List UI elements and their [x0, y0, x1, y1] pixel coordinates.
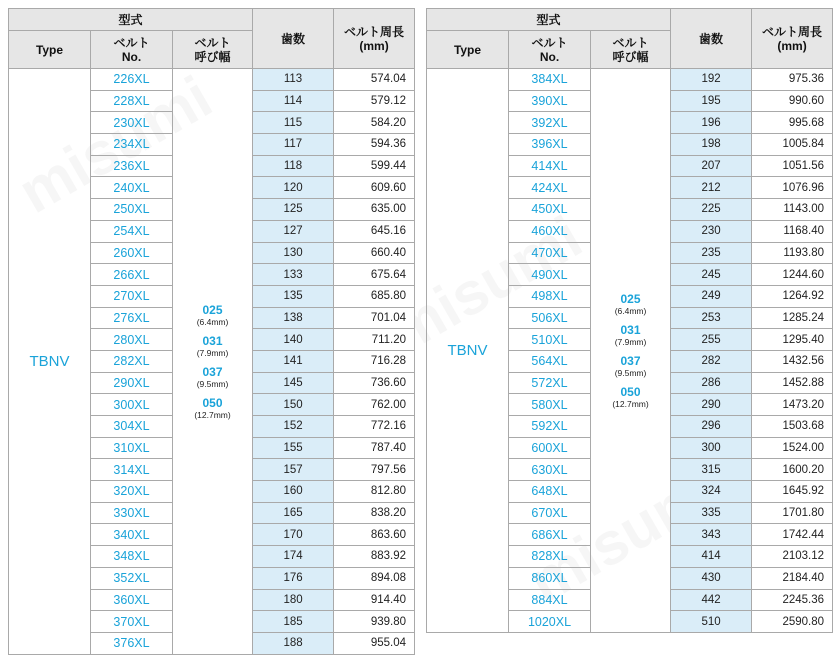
belt-no-cell: 390XL: [509, 90, 591, 112]
length-cell: 1244.60: [752, 264, 833, 286]
teeth-cell: 249: [671, 285, 752, 307]
header-row-top: [9, 9, 415, 31]
belt-no-cell: 348XL: [91, 546, 173, 568]
width-code: 031: [202, 333, 223, 348]
length-cell: 2103.12: [752, 546, 833, 568]
teeth-cell: 114: [253, 90, 334, 112]
belt-no-cell: 860XL: [509, 567, 591, 589]
length-cell: 584.20: [334, 112, 415, 134]
header-belt-no-line1: ベルト: [531, 35, 568, 50]
spec-table-right: [426, 8, 833, 633]
belt-no-cell: 510XL: [509, 329, 591, 351]
width-mm: (12.7mm): [612, 398, 649, 409]
header-belt-width-line2: 呼び幅: [194, 49, 231, 64]
length-cell: 594.36: [334, 134, 415, 156]
teeth-cell: 135: [253, 285, 334, 307]
belt-no-cell: 250XL: [91, 199, 173, 221]
belt-no-cell: 236XL: [91, 155, 173, 177]
teeth-cell: 138: [253, 307, 334, 329]
header-length-line2: (mm): [777, 38, 807, 53]
length-cell: 838.20: [334, 502, 415, 524]
teeth-cell: 230: [671, 220, 752, 242]
teeth-cell: 300: [671, 437, 752, 459]
type-cell: TBNV: [427, 69, 509, 633]
length-cell: 1452.88: [752, 372, 833, 394]
belt-no-cell: 376XL: [91, 632, 173, 654]
belt-no-cell: 314XL: [91, 459, 173, 481]
belt-no-cell: 572XL: [509, 372, 591, 394]
length-cell: 2184.40: [752, 567, 833, 589]
length-cell: 1143.00: [752, 199, 833, 221]
width-option: [173, 303, 252, 327]
teeth-cell: 118: [253, 155, 334, 177]
length-cell: 736.60: [334, 372, 415, 394]
length-cell: 645.16: [334, 220, 415, 242]
belt-no-cell: 424XL: [509, 177, 591, 199]
header-belt-no-line1: ベルト: [113, 35, 150, 50]
teeth-cell: 212: [671, 177, 752, 199]
length-cell: 955.04: [334, 632, 415, 654]
width-option: [591, 323, 670, 347]
table-row: [427, 69, 833, 91]
teeth-cell: 133: [253, 264, 334, 286]
belt-no-cell: 260XL: [91, 242, 173, 264]
teeth-cell: 282: [671, 350, 752, 372]
belt-width-cell: [173, 69, 253, 655]
width-option: [591, 385, 670, 409]
header-length: [334, 9, 415, 69]
belt-no-cell: 600XL: [509, 437, 591, 459]
length-cell: 939.80: [334, 611, 415, 633]
width-mm: (6.4mm): [196, 316, 229, 327]
teeth-cell: 113: [253, 69, 334, 91]
header-type: Type: [9, 31, 91, 69]
teeth-cell: 165: [253, 502, 334, 524]
width-code: 050: [202, 395, 223, 410]
header-group: 型式: [9, 9, 253, 31]
teeth-cell: 225: [671, 199, 752, 221]
header-length: [752, 9, 833, 69]
teeth-cell: 414: [671, 546, 752, 568]
teeth-cell: 120: [253, 177, 334, 199]
teeth-cell: 125: [253, 199, 334, 221]
width-option: [173, 396, 252, 420]
header-length-line1: ベルト周長: [344, 24, 405, 39]
length-cell: 1051.56: [752, 155, 833, 177]
belt-no-cell: 282XL: [91, 350, 173, 372]
width-code: 050: [620, 384, 641, 399]
teeth-cell: 141: [253, 350, 334, 372]
header-belt-width-line2: 呼び幅: [612, 49, 649, 64]
belt-no-cell: 360XL: [91, 589, 173, 611]
belt-no-cell: 280XL: [91, 329, 173, 351]
teeth-cell: 253: [671, 307, 752, 329]
length-cell: 1295.40: [752, 329, 833, 351]
belt-no-cell: 396XL: [509, 134, 591, 156]
header-row-top: [427, 9, 833, 31]
teeth-cell: 130: [253, 242, 334, 264]
belt-no-cell: 320XL: [91, 481, 173, 503]
belt-no-cell: 234XL: [91, 134, 173, 156]
header-belt-width: [591, 31, 671, 69]
length-cell: 574.04: [334, 69, 415, 91]
width-code: 037: [620, 353, 641, 368]
belt-no-cell: 370XL: [91, 611, 173, 633]
width-option: [173, 365, 252, 389]
width-code: 037: [202, 364, 223, 379]
teeth-cell: 296: [671, 416, 752, 438]
teeth-cell: 160: [253, 481, 334, 503]
belt-no-cell: 340XL: [91, 524, 173, 546]
belt-no-cell: 828XL: [509, 546, 591, 568]
belt-no-cell: 506XL: [509, 307, 591, 329]
belt-no-cell: 240XL: [91, 177, 173, 199]
belt-no-cell: 1020XL: [509, 611, 591, 633]
length-cell: 675.64: [334, 264, 415, 286]
belt-no-cell: 470XL: [509, 242, 591, 264]
teeth-cell: 343: [671, 524, 752, 546]
teeth-cell: 157: [253, 459, 334, 481]
length-cell: 1473.20: [752, 394, 833, 416]
teeth-cell: 150: [253, 394, 334, 416]
length-cell: 2245.36: [752, 589, 833, 611]
teeth-cell: 117: [253, 134, 334, 156]
length-cell: 1005.84: [752, 134, 833, 156]
teeth-cell: 510: [671, 611, 752, 633]
length-cell: 797.56: [334, 459, 415, 481]
length-cell: 711.20: [334, 329, 415, 351]
length-cell: 635.00: [334, 199, 415, 221]
header-belt-width: [173, 31, 253, 69]
length-cell: 772.16: [334, 416, 415, 438]
teeth-cell: 207: [671, 155, 752, 177]
table-row: [9, 69, 415, 91]
width-mm: (9.5mm): [614, 367, 647, 378]
header-belt-width-line1: ベルト: [612, 35, 649, 50]
spec-table-left: [8, 8, 415, 655]
teeth-cell: 196: [671, 112, 752, 134]
header-belt-no: [509, 31, 591, 69]
belt-no-cell: 580XL: [509, 394, 591, 416]
length-cell: 1076.96: [752, 177, 833, 199]
teeth-cell: 152: [253, 416, 334, 438]
header-belt-width-line1: ベルト: [194, 35, 231, 50]
belt-no-cell: 384XL: [509, 69, 591, 91]
teeth-cell: 170: [253, 524, 334, 546]
type-cell: TBNV: [9, 69, 91, 655]
belt-no-cell: 352XL: [91, 567, 173, 589]
length-cell: 609.60: [334, 177, 415, 199]
belt-no-cell: 290XL: [91, 372, 173, 394]
teeth-cell: 335: [671, 502, 752, 524]
belt-no-cell: 300XL: [91, 394, 173, 416]
belt-no-cell: 254XL: [91, 220, 173, 242]
length-cell: 701.04: [334, 307, 415, 329]
teeth-cell: 176: [253, 567, 334, 589]
teeth-cell: 324: [671, 481, 752, 503]
belt-no-cell: 276XL: [91, 307, 173, 329]
length-cell: 914.40: [334, 589, 415, 611]
width-option: [591, 354, 670, 378]
belt-no-cell: 630XL: [509, 459, 591, 481]
teeth-cell: 245: [671, 264, 752, 286]
width-code: 025: [620, 291, 641, 306]
length-cell: 1600.20: [752, 459, 833, 481]
width-mm: (9.5mm): [196, 378, 229, 389]
belt-no-cell: 450XL: [509, 199, 591, 221]
length-cell: 894.08: [334, 567, 415, 589]
belt-no-cell: 226XL: [91, 69, 173, 91]
header-belt-no-line2: No.: [539, 49, 560, 64]
length-cell: 787.40: [334, 437, 415, 459]
width-code: 025: [202, 302, 223, 317]
belt-no-cell: 304XL: [91, 416, 173, 438]
belt-no-cell: 270XL: [91, 285, 173, 307]
teeth-cell: 155: [253, 437, 334, 459]
belt-no-cell: 330XL: [91, 502, 173, 524]
belt-no-cell: 490XL: [509, 264, 591, 286]
length-cell: 995.68: [752, 112, 833, 134]
header-length-line1: ベルト周長: [762, 24, 823, 39]
teeth-cell: 286: [671, 372, 752, 394]
teeth-cell: 290: [671, 394, 752, 416]
length-cell: 1193.80: [752, 242, 833, 264]
length-cell: 762.00: [334, 394, 415, 416]
length-cell: 1524.00: [752, 437, 833, 459]
length-cell: 990.60: [752, 90, 833, 112]
belt-no-cell: 392XL: [509, 112, 591, 134]
teeth-cell: 192: [671, 69, 752, 91]
belt-no-cell: 460XL: [509, 220, 591, 242]
belt-no-cell: 498XL: [509, 285, 591, 307]
header-belt-no-line2: No.: [121, 49, 142, 64]
teeth-cell: 195: [671, 90, 752, 112]
length-cell: 1645.92: [752, 481, 833, 503]
teeth-cell: 140: [253, 329, 334, 351]
header-type: Type: [427, 31, 509, 69]
length-cell: 685.80: [334, 285, 415, 307]
teeth-cell: 235: [671, 242, 752, 264]
width-mm: (12.7mm): [194, 409, 231, 420]
length-cell: 599.44: [334, 155, 415, 177]
belt-no-cell: 592XL: [509, 416, 591, 438]
teeth-cell: 127: [253, 220, 334, 242]
length-cell: 2590.80: [752, 611, 833, 633]
teeth-cell: 430: [671, 567, 752, 589]
width-option: [173, 334, 252, 358]
length-cell: 716.28: [334, 350, 415, 372]
header-teeth: 歯数: [671, 9, 752, 69]
width-code: 031: [620, 322, 641, 337]
length-cell: 863.60: [334, 524, 415, 546]
belt-no-cell: 310XL: [91, 437, 173, 459]
header-belt-no: [91, 31, 173, 69]
width-option: [591, 292, 670, 316]
teeth-cell: 255: [671, 329, 752, 351]
length-cell: 1285.24: [752, 307, 833, 329]
width-mm: (6.4mm): [614, 305, 647, 316]
belt-no-cell: 670XL: [509, 502, 591, 524]
length-cell: 1742.44: [752, 524, 833, 546]
belt-no-cell: 564XL: [509, 350, 591, 372]
belt-no-cell: 414XL: [509, 155, 591, 177]
belt-no-cell: 228XL: [91, 90, 173, 112]
teeth-cell: 188: [253, 632, 334, 654]
length-cell: 660.40: [334, 242, 415, 264]
length-cell: 1701.80: [752, 502, 833, 524]
length-cell: 1432.56: [752, 350, 833, 372]
length-cell: 579.12: [334, 90, 415, 112]
belt-no-cell: 648XL: [509, 481, 591, 503]
belt-width-cell: [591, 69, 671, 633]
teeth-cell: 180: [253, 589, 334, 611]
header-group: 型式: [427, 9, 671, 31]
teeth-cell: 174: [253, 546, 334, 568]
teeth-cell: 315: [671, 459, 752, 481]
length-cell: 1503.68: [752, 416, 833, 438]
teeth-cell: 185: [253, 611, 334, 633]
belt-no-cell: 266XL: [91, 264, 173, 286]
teeth-cell: 442: [671, 589, 752, 611]
length-cell: 812.80: [334, 481, 415, 503]
teeth-cell: 115: [253, 112, 334, 134]
width-mm: (7.9mm): [196, 347, 229, 358]
length-cell: 1168.40: [752, 220, 833, 242]
teeth-cell: 145: [253, 372, 334, 394]
length-cell: 975.36: [752, 69, 833, 91]
width-mm: (7.9mm): [614, 336, 647, 347]
belt-no-cell: 884XL: [509, 589, 591, 611]
length-cell: 1264.92: [752, 285, 833, 307]
length-cell: 883.92: [334, 546, 415, 568]
teeth-cell: 198: [671, 134, 752, 156]
header-teeth: 歯数: [253, 9, 334, 69]
belt-no-cell: 230XL: [91, 112, 173, 134]
header-length-line2: (mm): [359, 38, 389, 53]
belt-no-cell: 686XL: [509, 524, 591, 546]
